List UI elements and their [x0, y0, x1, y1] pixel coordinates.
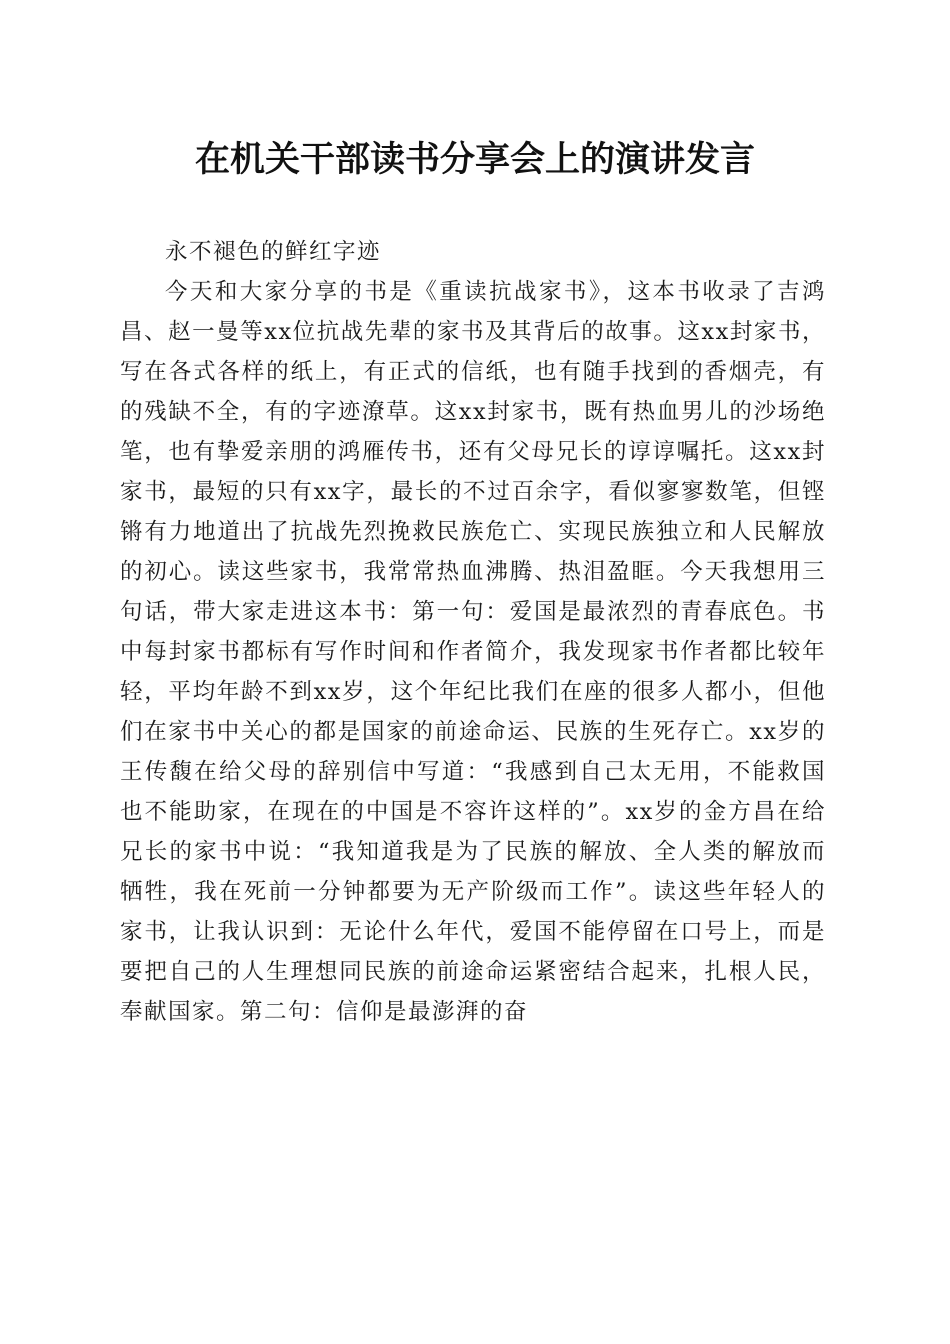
- body-paragraph: 今天和大家分享的书是《重读抗战家书》，这本书收录了吉鸿昌、赵一曼等xx位抗战先辈的家书及其背后的故事。这xx封家书，写在各式各样的纸上，有正式的信纸，也有随手找到的香烟壳，有的残缺不全，有的字迹潦草。这xx封家书，既有热血男儿的沙场绝笔，也有挚爱亲朋的鸿雁传书，还有父母兄长的谆谆嘱托。这xx封家书，最短的只有xx字，最长的不过百余字，看似寥寥数笔，但铿锵有力地道出了抗战先烈挽救民族危亡、实现民族独立和人民解放的初心。读这些家书，我常常热血沸腾、热泪盈眶。今天我想用三句话，带大家走进这本书：第一句：爱国是最浓烈的青春底色。书中每封家书都标有写作时间和作者简介，我发现家书作者都比较年轻，平均年龄不到xx岁，这个年纪比我们在座的很多人都小，但他们在家书中关心的都是国家的前途命运、民族的生死存亡。xx岁的王传馥在给父母的辞别信中写道：“我感到自己太无用，不能救国也不能助家，在现在的中国是不容许这样的”。xx岁的金方昌在给兄长的家书中说：“我知道我是为了民族的解放、全人类的解放而牺牲，我在死前一分钟都要为无产阶级而工作”。读这些年轻人的家书，让我认识到：无论什么年代，爱国不能停留在口号上，而是要把自己的人生理想同民族的前途命运紧密结合起来，扎根人民，奉献国家。第二句：信仰是最澎湃的奋: [120, 279, 826, 1025]
- document-title: 在机关干部读书分享会上的演讲发言: [194, 139, 755, 180]
- subtitle-paragraph: 永不褪色的鲜红字迹: [165, 239, 382, 265]
- document-body: [120, 232, 826, 1032]
